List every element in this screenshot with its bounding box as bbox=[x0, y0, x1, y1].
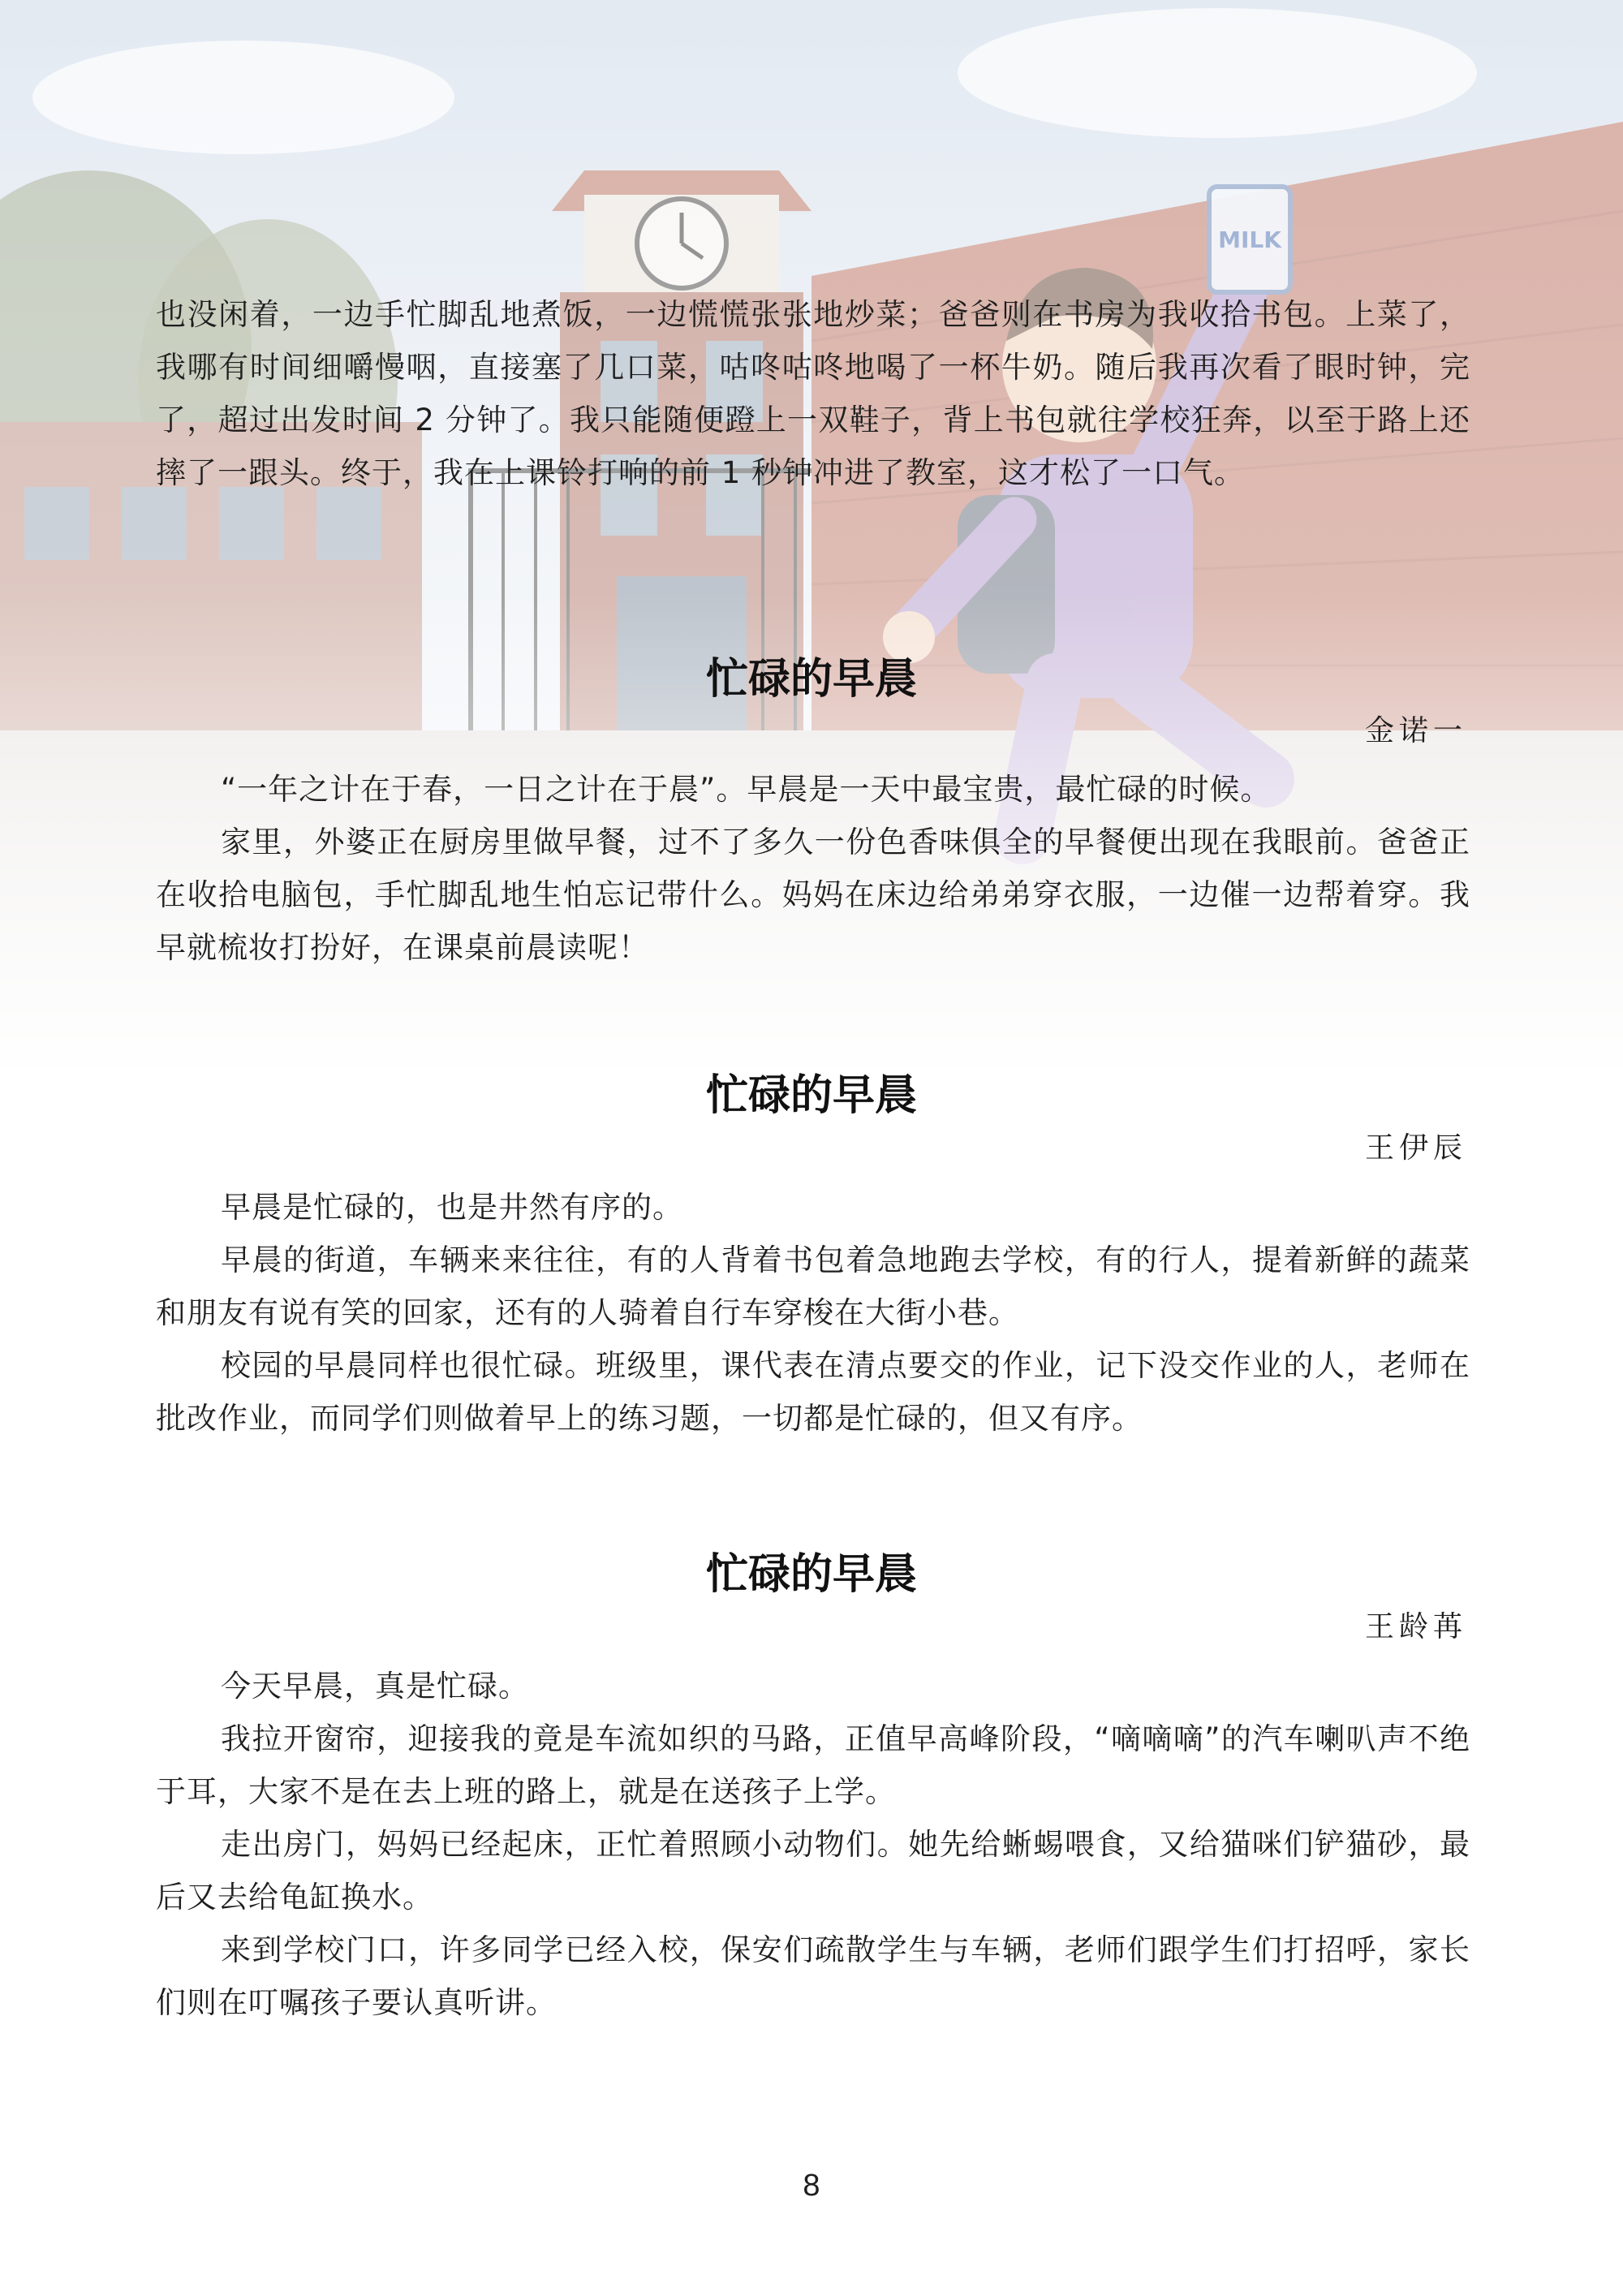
essay-paragraph: 早晨是忙碌的，也是井然有序的。 bbox=[221, 1190, 683, 1225]
intro-paragraph: 也没闲着，一边手忙脚乱地煮饭，一边慌慌张张地炒菜；爸爸则在书房为我收拾书包。上菜了，我哪有时间细嚼慢咽，直接塞了几口菜，咕咚咕咚地喝了一杯牛奶。随后我再次看了眼时钟，完了，超过出发时间 2 分钟了。我只能随便蹬上一双鞋子，背上书包就往学校狂奔，以至于路上还摔了一跟头。终于，我在上课铃打响的前 1 秒钟冲进了教室，这才松了一口气。 bbox=[156, 297, 1470, 490]
essay-paragraph: 我拉开窗帘，迎接我的竟是车流如织的马路，正值早高峰阶段，“嘀嘀嘀”的汽车喇叭声不绝于耳，大家不是在去上班的路上，就是在送孩子上学。 bbox=[156, 1721, 1470, 1809]
essay-paragraph: 早晨的街道，车辆来来往往，有的人背着书包着急地跑去学校，有的行人，提着新鲜的蔬菜和朋友有说有笑的回家，还有的人骑着自行车穿梭在大街小巷。 bbox=[156, 1243, 1470, 1330]
essay-paragraph: 家里，外婆正在厨房里做早餐，过不了多久一份色香味俱全的早餐便出现在我眼前。爸爸正在收拾电脑包，手忙脚乱地生怕忘记带什么。妈妈在床边给弟弟穿衣服，一边催一边帮着穿。我早就梳妆打扮好，在课桌前晨读呢！ bbox=[156, 825, 1470, 965]
essay-title: 忙碌的早晨 bbox=[705, 1550, 917, 1599]
essay-paragraph: 校园的早晨同样也很忙碌。班级里，课代表在清点要交的作业，记下没交作业的人，老师在批改作业，而同学们则做着早上的练习题，一切都是忙碌的，但又有序。 bbox=[156, 1348, 1470, 1436]
essay-paragraph: “一年之计在于春，一日之计在于晨”。早晨是一天中最宝贵，最忙碌的时候。 bbox=[221, 772, 1272, 807]
essay-paragraph: 走出房门，妈妈已经起床，正忙着照顾小动物们。她先给蜥蜴喂食，又给猫咪们铲猫砂，最后又去给龟缸换水。 bbox=[156, 1827, 1470, 1915]
essay-title: 忙碌的早晨 bbox=[705, 655, 917, 704]
essay-author: 王龄苒 bbox=[1364, 1610, 1467, 1643]
essay-author: 金诺一 bbox=[1364, 714, 1467, 747]
essay-author: 王伊辰 bbox=[1364, 1131, 1467, 1165]
essay-paragraph: 今天早晨，真是忙碌。 bbox=[221, 1669, 529, 1704]
essay-title: 忙碌的早晨 bbox=[705, 1071, 917, 1120]
page-number: 8 bbox=[803, 2169, 820, 2203]
essay-paragraph: 来到学校门口，许多同学已经入校，保安们疏散学生与车辆，老师们跟学生们打招呼，家长们则在叮嘱孩子要认真听讲。 bbox=[156, 1932, 1470, 2020]
